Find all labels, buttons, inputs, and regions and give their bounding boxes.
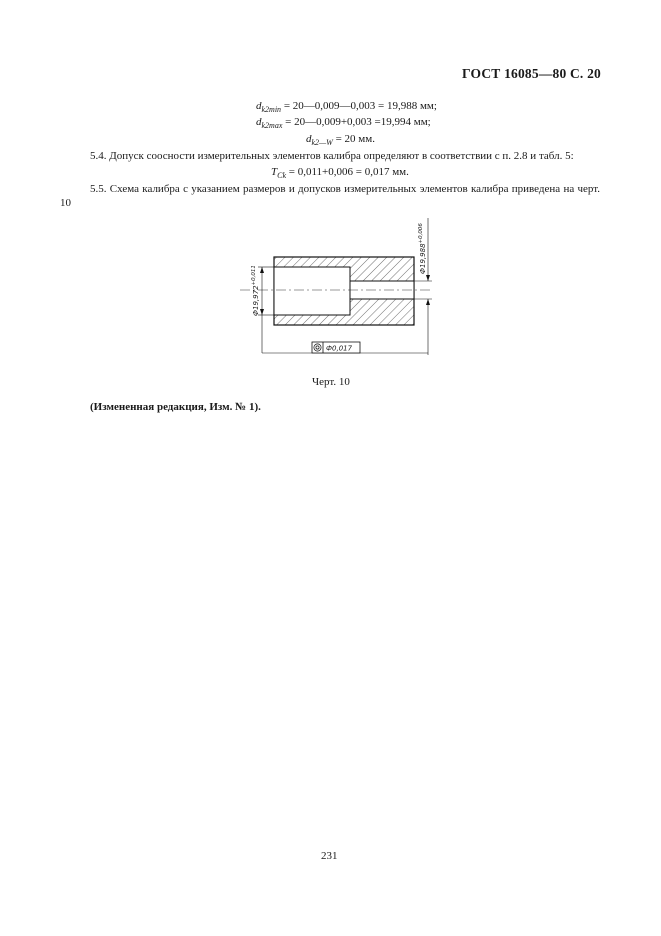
dimension-left: [251, 265, 274, 316]
page-number: 231: [321, 850, 338, 862]
formula-sub: Ck: [277, 171, 287, 181]
formula-sub: k2max: [261, 121, 283, 131]
dim-right-tol: +0,006: [418, 223, 424, 244]
formula-rest: = 20—0,009—0,003 = 19,988 мм;: [281, 100, 437, 112]
dim-right-value: Ф19,988: [419, 243, 427, 274]
paragraph-5-4: 5.4. Допуск соосности измерительных элементов калибра определяют в соответствии с п. 2.8 и табл. 5:: [90, 150, 574, 162]
formula-rest: = 0,011+0,006 = 0,017 мм.: [286, 166, 409, 178]
figure-caption: Черт. 10: [312, 376, 350, 388]
formula-dk2w: [306, 133, 375, 147]
formula-var: d: [256, 100, 262, 112]
dimension-right: [414, 218, 432, 355]
amendment-note: (Измененная редакция, Изм. № 1).: [90, 401, 261, 413]
drawing-10: [230, 210, 440, 360]
formula-var: d: [306, 133, 312, 145]
dim-left-tol: +0,011: [251, 265, 257, 286]
formula-tck: [271, 166, 409, 180]
formula-dk2min: [256, 100, 437, 114]
formula-rest: = 20 мм.: [332, 133, 375, 145]
tolerance-value: Ф0,017: [326, 344, 353, 353]
svg-text:Ф19,988+0,006: [418, 223, 427, 274]
formula-sub: k2—W: [311, 138, 333, 148]
dim-left-value: Ф19,972: [252, 285, 260, 316]
svg-text:Ф19,972+0,011: [251, 265, 260, 316]
paragraph-5-5: 5.5. Схема калибра с указанием размеров и допусков измерительных элементов калибра приведена на черт. 10: [60, 183, 600, 209]
formula-var: T: [271, 166, 278, 178]
formula-var: d: [256, 116, 262, 128]
page-header: ГОСТ 16085—80 С. 20: [462, 66, 601, 81]
formula-rest: = 20—0,009+0,003 =19,994 мм;: [282, 116, 431, 128]
formula-sub: k2min: [261, 105, 282, 115]
formula-dk2max: [256, 116, 431, 130]
